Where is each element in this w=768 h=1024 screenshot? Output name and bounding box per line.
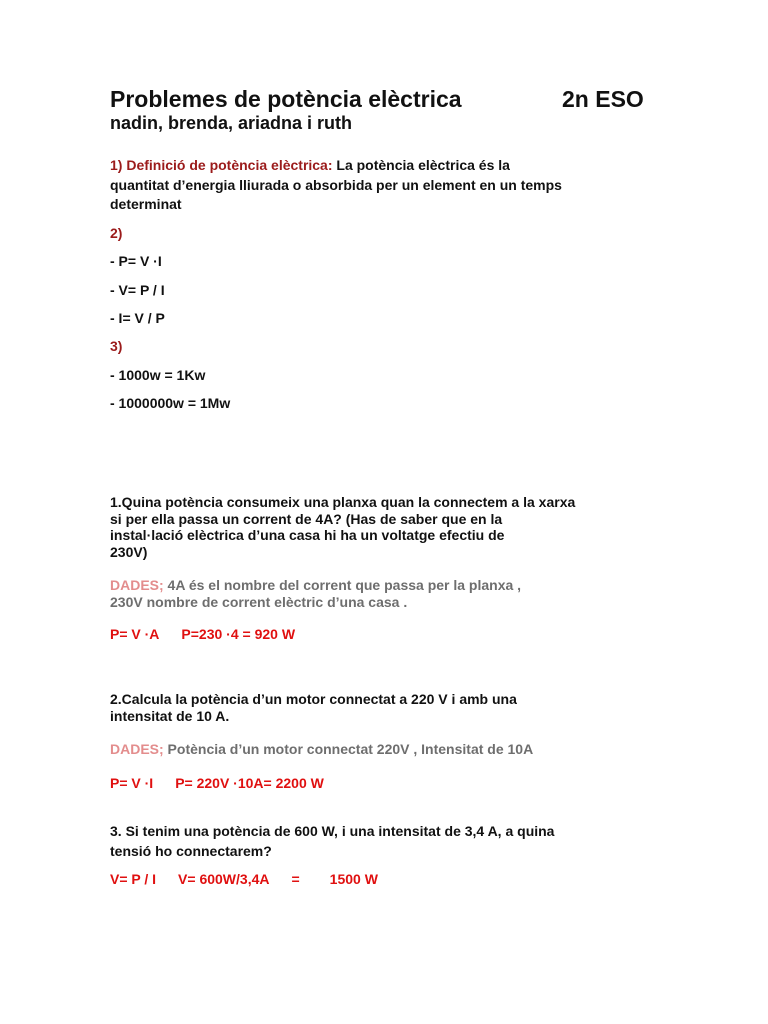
theory-q1-text: La potència elèctrica és la: [332, 157, 510, 173]
problem-2-dades-text: Potència d’un motor connectat 220V , Intensitat de 10A: [163, 741, 534, 757]
grade-label: 2n ESO: [562, 86, 644, 112]
problem-1-dades-label: DADES;: [110, 577, 164, 593]
problem-2-formula: P= V ·I: [110, 775, 154, 791]
theory-q2-label: 2): [110, 225, 123, 241]
problem-2-question-line-1: 2.Calcula la potència d’un motor connectat a 220 V i amb una: [110, 691, 517, 707]
formula-current: - I= V / P: [110, 310, 165, 326]
unit-megawatt: - 1000000w = 1Mw: [110, 395, 231, 411]
theory-q1-line-2: quantitat d’energia lliurada o absorbida per un element en un temps: [110, 177, 562, 193]
problem-3-question-line-2: tensió ho connectarem?: [110, 843, 272, 859]
theory-q1-label: 1) Definició de potència elèctrica:: [110, 157, 333, 173]
problem-1-dades-line-1: [110, 577, 521, 593]
problem-1-formula: P= V ·A: [110, 626, 160, 642]
problem-3-result: V= 600W/3,4A: [178, 871, 270, 887]
problem-3-equals: =: [291, 871, 300, 887]
problem-3-formula: V= P / I: [110, 871, 157, 887]
problem-2-dades-line-1: [110, 741, 533, 757]
problem-2-result: P= 220V ·10A= 2200 W: [175, 775, 324, 791]
authors: nadin, brenda, ariadna i ruth: [110, 113, 353, 133]
page-title: Problemes de potència elèctrica: [110, 86, 462, 112]
problem-1-solution: [110, 626, 295, 642]
formula-voltage: - V= P / I: [110, 282, 165, 298]
formula-power: - P= V ·I: [110, 253, 162, 269]
theory-q1-line-3: determinat: [110, 196, 182, 212]
problem-2-question-line-2: intensitat de 10 A.: [110, 708, 230, 724]
unit-kilowatt: - 1000w = 1Kw: [110, 367, 206, 383]
problem-1-result: P=230 ·4 = 920 W: [181, 626, 296, 642]
theory-q3-label: 3): [110, 338, 123, 354]
problem-1-dades-text: 4A és el nombre del corrent que passa per la planxa ,: [163, 577, 522, 593]
problem-1-question-line-1: 1.Quina potència consumeix una planxa quan la connectem a la xarxa: [110, 494, 576, 510]
problem-3-answer: 1500 W: [329, 871, 378, 887]
problem-1-question-line-4: 230V): [110, 544, 148, 560]
theory-q1-line-1: [110, 157, 510, 173]
problem-2-solution: [110, 775, 324, 791]
problem-3-solution: [110, 871, 378, 887]
problem-1-question-line-3: instal·lació elèctrica d’una casa hi ha un voltatge efectiu de: [110, 527, 505, 543]
problem-1-question-line-2: si per ella passa un corrent de 4A? (Has de saber que en la: [110, 511, 503, 527]
problem-3-question-line-1: 3. Si tenim una potència de 600 W, i una intensitat de 3,4 A, a quina: [110, 823, 555, 839]
problem-1-dades-line-2: 230V nombre de corrent elèctric d’una casa .: [110, 594, 408, 610]
problem-2-dades-label: DADES;: [110, 741, 164, 757]
